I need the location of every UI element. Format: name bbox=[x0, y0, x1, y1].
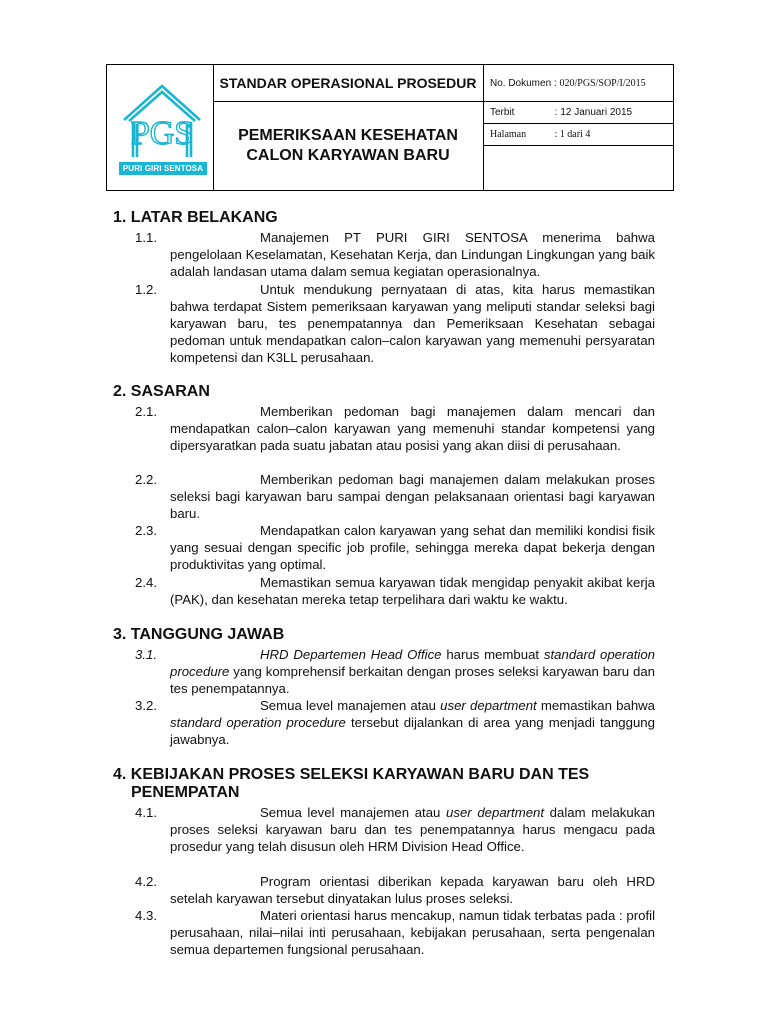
list-item bbox=[135, 697, 655, 748]
item-text: Materi orientasi harus mencakup, namun tidak terbatas pada : profil perusahaan, nilai–nilai inti perusahaan, kebijakan perusahaan, serta pengenalan semua departemen fungsional perusahaan. bbox=[170, 908, 655, 957]
item-number: 1.1. bbox=[135, 230, 157, 245]
halaman-row bbox=[490, 129, 590, 140]
terbit-value: : 12 Januari 2015 bbox=[554, 107, 633, 118]
section-title-3: 3. TANGGUNG JAWAB bbox=[113, 626, 285, 643]
item-text: Program orientasi diberikan kepada karyawan baru oleh HRD setelah karyawan tersebut dinyatakan lulus proses seleksi. bbox=[170, 874, 655, 906]
list-item bbox=[135, 907, 655, 958]
item-text: Semua level manajemen atau user department memastikan bahwa standard operation procedure tersebut dijalankan di area yang menjadi tanggung jawabnya. bbox=[170, 698, 656, 747]
item-text: Manajemen PT PURI GIRI SENTOSA menerima bahwa pengelolaan Keselamatan, Kesehatan Kerja, dan Lindungan Lingkungan yang baik adalah landasan utama dalam semua kegiatan operasionalnya. bbox=[170, 230, 655, 279]
list-item bbox=[135, 574, 655, 608]
terbit-row bbox=[490, 107, 632, 118]
no-dokumen-value: 020/PGS/SOP/I/2015 bbox=[559, 78, 646, 89]
document-title-text: PEMERIKSAAN KESEHATAN CALON KARYAWAN BARU bbox=[238, 127, 458, 164]
item-number: 2.1. bbox=[135, 404, 157, 419]
item-text: Memastikan semua karyawan tidak mengidap penyakit akibat kerja (PAK), dan kesehatan mereka tetap terpelihara dari waktu ke waktu. bbox=[170, 575, 655, 607]
list-item bbox=[135, 229, 655, 280]
item-text: Mendapatkan calon karyawan yang sehat dan memiliki kondisi fisik yang sesuai dengan specific job profile, sehingga mereka dapat bekerja dengan produktivitas yang optimal. bbox=[170, 523, 655, 572]
terbit-label: Terbit bbox=[490, 107, 515, 118]
document-header-table bbox=[106, 64, 674, 191]
no-dokumen-label: No. Dokumen : bbox=[490, 78, 557, 89]
list-item bbox=[135, 471, 655, 522]
no-dokumen-row bbox=[490, 78, 646, 89]
item-number: 4.2. bbox=[135, 874, 157, 889]
section-title-4 bbox=[113, 766, 589, 802]
logo-company-name: PURI GIRI SENTOSA bbox=[119, 162, 207, 175]
item-number: 2.3. bbox=[135, 523, 157, 538]
document-type-text: STANDAR OPERASIONAL PROSEDUR bbox=[219, 75, 477, 91]
list-item bbox=[135, 522, 655, 573]
item-number: 4.1. bbox=[135, 805, 157, 820]
logo-monogram: PGS bbox=[130, 115, 194, 152]
item-text: Memberikan pedoman bagi manajemen dalam mencari dan mendapatkan calon–calon karyawan yang memenuhi standar kompetensi yang dipersyaratkan pada suatu jabatan atau posisi yang akan diisi di perusahaan. bbox=[170, 404, 655, 453]
header-divider bbox=[483, 123, 673, 124]
halaman-value: : 1 dari 4 bbox=[554, 129, 591, 140]
list-item bbox=[135, 281, 655, 366]
item-number: 2.4. bbox=[135, 575, 157, 590]
section-title-4-line2: PENEMPATAN bbox=[131, 784, 240, 801]
document-type bbox=[214, 65, 482, 101]
list-item bbox=[135, 403, 655, 454]
list-item bbox=[135, 873, 655, 907]
section-title-2: 2. SASARAN bbox=[113, 383, 210, 400]
header-divider bbox=[483, 145, 673, 146]
list-item bbox=[135, 804, 655, 855]
item-text: Memberikan pedoman bagi manajemen dalam melakukan proses seleksi bagi karyawan baru sampai dengan pelaksanaan orientasi bagi karyawan baru. bbox=[170, 472, 655, 521]
header-divider bbox=[483, 65, 484, 190]
item-text: HRD Departemen Head Office harus membuat standard operation procedure yang komprehensif berkaitan dengan proses seleksi karyawan baru dan tes penempatannya. bbox=[170, 647, 656, 696]
item-text: Untuk mendukung pernyataan di atas, kita harus memastikan bahwa terdapat Sistem pemeriksaan karyawan yang meliputi standar seleksi bagi karyawan baru, tes penempatannya dan Pemeriksaan Kesehatan sebagai pedoman untuk mendapatkan calon–calon karyawan yang memenuhi persyaratan kompetensi dan K3LL perusahaan. bbox=[170, 282, 655, 365]
item-number: 2.2. bbox=[135, 472, 157, 487]
section-title-4-line1: 4. KEBIJAKAN PROSES SELEKSI KARYAWAN BARU DAN TES bbox=[113, 766, 590, 783]
house-logo-icon bbox=[116, 82, 208, 160]
item-number: 1.2. bbox=[135, 282, 157, 297]
section-title-1: 1. LATAR BELAKANG bbox=[113, 209, 278, 226]
document-title bbox=[214, 102, 482, 190]
item-number: 4.3. bbox=[135, 908, 157, 923]
list-item bbox=[135, 646, 655, 697]
item-number: 3.2. bbox=[135, 698, 157, 713]
item-number: 3.1. bbox=[135, 647, 157, 662]
company-logo bbox=[107, 65, 213, 190]
halaman-label: Halaman bbox=[490, 129, 527, 140]
item-text: Semua level manajemen atau user department dalam melakukan proses seleksi karyawan baru dan tes penempatannya harus mengacu pada prosedur yang telah disusun oleh HRM Division Head Office. bbox=[170, 805, 655, 854]
